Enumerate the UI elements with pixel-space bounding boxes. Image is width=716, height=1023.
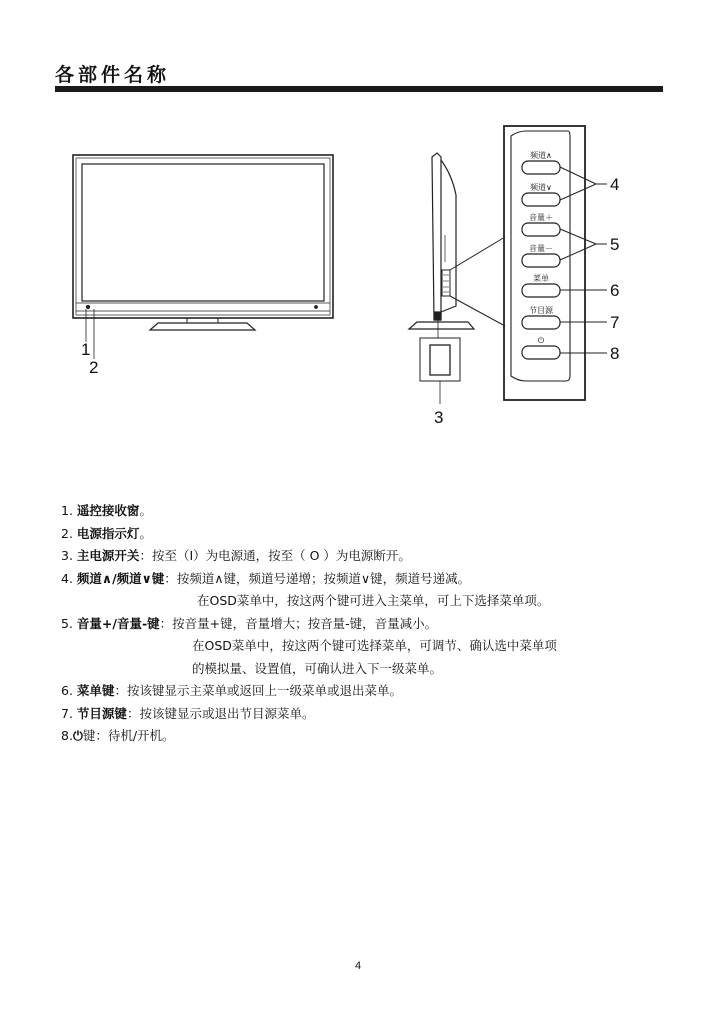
led-dot: [315, 306, 318, 309]
power-button[interactable]: [522, 346, 560, 359]
callout-3: 3: [434, 408, 444, 427]
callout-2: 2: [89, 358, 99, 377]
channel-up-button[interactable]: [522, 161, 560, 174]
source-button[interactable]: [522, 316, 560, 329]
power-switch-mark: [435, 312, 441, 320]
callout-7: 7: [610, 313, 620, 332]
tv-front-view: [73, 155, 333, 359]
volume-up-label: 音量＋: [529, 213, 553, 222]
list-item-3: 3. 主电源开关：按至（Ⅰ）为电源通，按至（ O ）为电源断开。: [61, 548, 411, 563]
callout-5: 5: [610, 235, 620, 254]
page-number: 4: [354, 960, 362, 972]
list-item-4: 4. 频道∧/频道∨键：按频道∧键，频道号递增；按频道∨键，频道号递减。: [61, 570, 471, 586]
callout-4: 4: [610, 175, 620, 194]
parts-description-list: [61, 500, 681, 748]
list-item-2: 2. 电源指示灯。: [61, 525, 152, 541]
tv-bezel: [73, 155, 333, 318]
control-panel-zoom: [504, 126, 607, 400]
list-item-5: 5. 音量+/音量-键：按音量+键，音量增大；按音量-键，音量减小。: [61, 615, 438, 631]
channel-down-label: 频道∨: [530, 183, 552, 192]
side-stand: [409, 322, 474, 329]
list-item-1: 1. 遥控接收窗。: [61, 503, 152, 518]
volume-up-button[interactable]: [522, 223, 560, 236]
volume-down-button[interactable]: [522, 254, 560, 267]
callout-6: 6: [610, 281, 620, 300]
callout-8: 8: [610, 344, 620, 363]
volume-down-label: 音量－: [529, 244, 553, 253]
power-icon: ⏻: [537, 336, 545, 345]
list-item-5-extra2: 的模拟量、设置值，可确认进入下一级菜单。: [192, 660, 443, 676]
tv-bezel-inner: [76, 158, 330, 315]
page-title: 各部件名称: [55, 64, 171, 86]
list-item-7: 7. 节目源键：按该键显示或退出节目源菜单。: [61, 705, 315, 721]
channel-up-label: 频道∧: [530, 151, 552, 160]
tv-diagram: [0, 0, 716, 440]
list-item-8: 8.⏻键：待机/开机。: [61, 728, 175, 743]
ir-receiver-window: [86, 305, 89, 308]
tv-screen: [82, 164, 324, 301]
callout-1: 1: [81, 340, 91, 359]
menu-label: 菜单: [533, 274, 549, 283]
tv-side-view: [409, 153, 505, 404]
power-icon: ⏻: [72, 728, 83, 743]
main-power-switch: [430, 345, 450, 375]
source-label: 节目源: [529, 306, 553, 315]
channel-down-button[interactable]: [522, 193, 560, 206]
list-item-5-extra: 在OSD菜单中，按这两个键可选择菜单，可调节、确认选中菜单项: [192, 638, 557, 653]
tv-stand: [150, 323, 255, 330]
list-item-6: 6. 菜单键：按该键显示主菜单或返回上一级菜单或退出菜单。: [61, 683, 402, 698]
list-item-4-extra: 在OSD菜单中，按这两个键可进入主菜单，可上下选择菜单项。: [197, 593, 550, 608]
menu-button[interactable]: [522, 284, 560, 297]
